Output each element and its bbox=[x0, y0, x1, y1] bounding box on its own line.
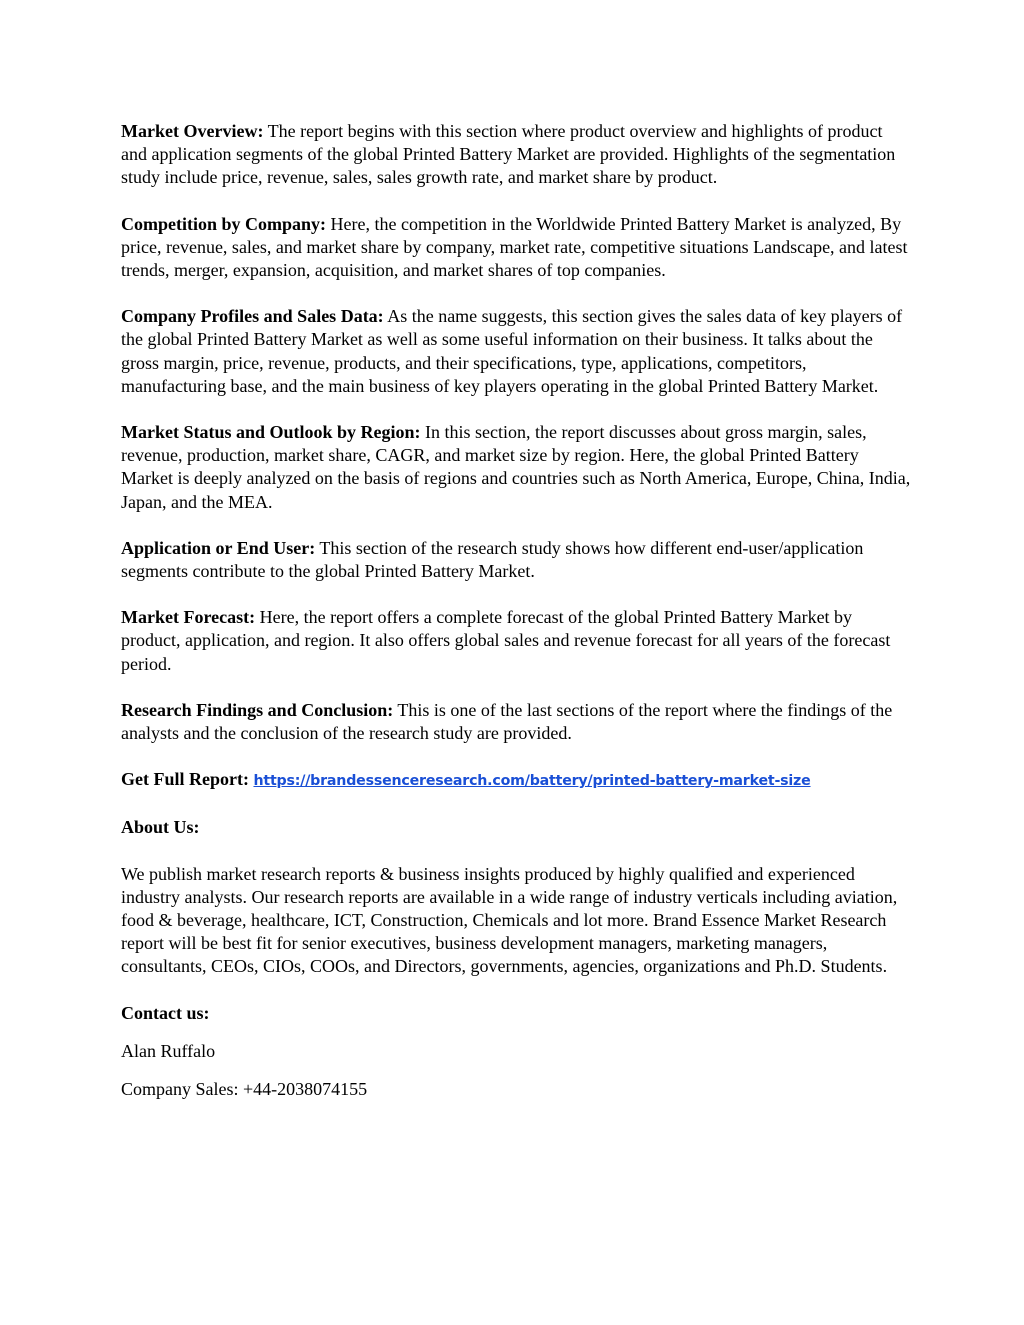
section-text: Here, the competition in the Worldwide Printed Battery Market is analyzed, By price, revenue, sales, and market share by company, market rate, competitive situations Landscape, and latest trends, merger, expansion, acquisition, and market shares of top companies. bbox=[121, 213, 908, 281]
contact-phone: Company Sales: +44-2038074155 bbox=[121, 1079, 368, 1100]
section-market-status-outlook bbox=[121, 421, 911, 514]
section-text: Here, the report offers a complete forecast of the global Printed Battery Market by product, application, and region. It also offers global sales and revenue forecast for all years of the forecast period. bbox=[121, 607, 891, 674]
contact-heading: Contact us: bbox=[121, 1002, 210, 1023]
section-market-overview bbox=[121, 120, 911, 190]
section-application-end-user bbox=[121, 537, 911, 583]
section-text: The report begins with this section where product overview and highlights of product and application segments of the global Printed Battery Market are provided. Highlights of the segmentation study include price, revenue, sales, sales growth rate, and market share by product. bbox=[121, 121, 896, 188]
about-text: We publish market research reports & business insights produced by highly qualified and experienced industry analysts. Our research reports are available in a wide range of industry verticals including aviation, food & beverage, healthcare, ICT, Construction, Chemicals and lot more. Brand Essence Market Research report will be best fit for senior executives, business development managers, marketing managers, consultants, CEOs, CIOs, COOs, and Directors, governments, agencies, organizations and Ph.D. Students. bbox=[121, 863, 898, 977]
section-label: Research Findings and Conclusion: bbox=[121, 699, 394, 720]
section-label: Market Forecast: bbox=[121, 607, 256, 628]
full-report-line bbox=[121, 768, 911, 793]
section-text: As the name suggests, this section gives the sales data of key players of the global Printed Battery Market as well as some useful information on their business. It talks about the gross margin, price, revenue, products, and their specifications, type, applications, competitors, manufacturing base, and the main business of key players operating in the global Printed Battery Market. bbox=[121, 306, 903, 396]
section-competition-by-company bbox=[121, 213, 911, 283]
contact-name: Alan Ruffalo bbox=[121, 1040, 216, 1061]
section-company-profiles bbox=[121, 305, 911, 398]
full-report-link[interactable]: https://brandessenceresearch.com/battery/printed-battery-market-size bbox=[253, 773, 811, 790]
section-text: In this section, the report discusses about gross margin, sales, revenue, production, market share, CAGR, and market size by region. Here, the global Printed Battery Market is deeply analyzed on the basis of regions and countries such as North America, Europe, China, India, Japan, and the MEA. bbox=[121, 422, 911, 512]
section-label: Market Status and Outlook by Region: bbox=[121, 422, 421, 443]
section-research-findings bbox=[121, 699, 911, 745]
section-text: This section of the research study shows how different end-user/application segments contribute to the global Printed Battery Market. bbox=[121, 537, 864, 582]
about-heading: About Us: bbox=[121, 817, 200, 838]
full-report-label: Get Full Report: bbox=[121, 769, 249, 790]
section-label: Competition by Company: bbox=[121, 213, 327, 234]
section-label: Company Profiles and Sales Data: bbox=[121, 306, 384, 327]
section-label: Application or End User: bbox=[121, 537, 316, 558]
section-text: This is one of the last sections of the report where the findings of the analysts and the conclusion of the research study are provided. bbox=[121, 699, 893, 744]
section-market-forecast bbox=[121, 606, 911, 676]
document-page bbox=[121, 120, 911, 1116]
section-label: Market Overview: bbox=[121, 121, 264, 141]
